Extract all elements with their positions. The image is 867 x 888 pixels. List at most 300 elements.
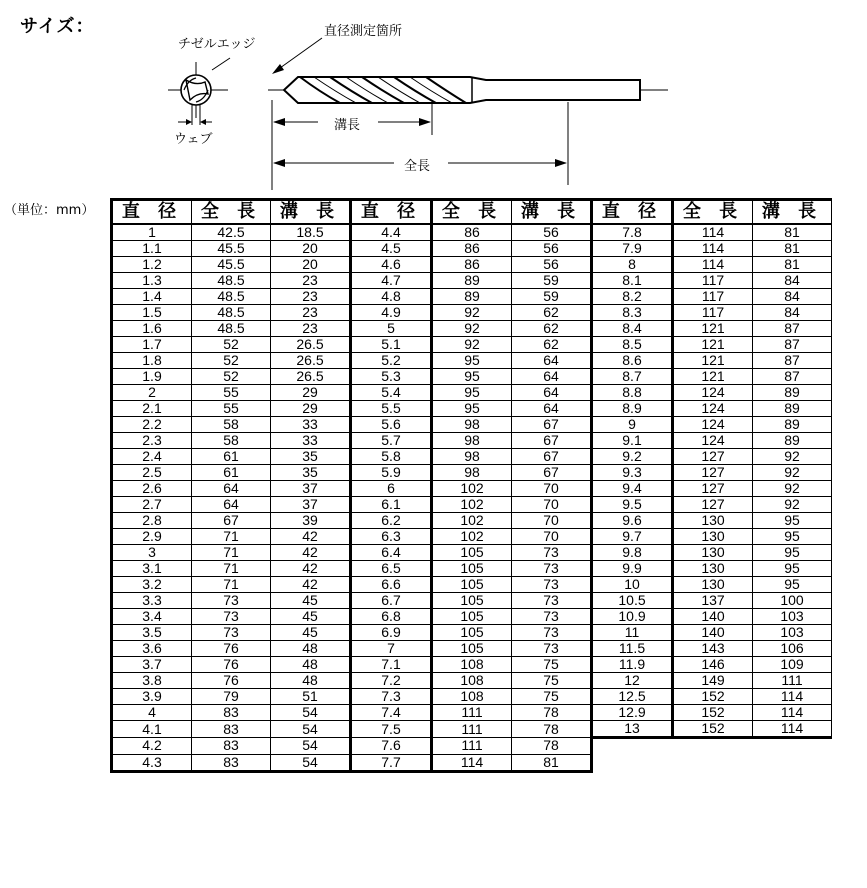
overall-length-cell: 71 <box>192 561 271 577</box>
overall-length-cell: 83 <box>192 721 271 738</box>
overall-length-cell: 105 <box>432 545 512 561</box>
diameter-cell: 3.6 <box>112 641 192 657</box>
overall-length-cell: 130 <box>673 529 753 545</box>
empty-cell <box>673 738 753 755</box>
diameter-cell: 4 <box>112 705 192 721</box>
empty-cell <box>592 754 673 771</box>
flute-length-cell: 78 <box>512 738 592 755</box>
diameter-cell: 4.9 <box>351 305 432 321</box>
table-row <box>112 689 832 705</box>
diameter-cell: 3.7 <box>112 657 192 673</box>
overall-length-cell: 92 <box>432 337 512 353</box>
flute-length-cell: 75 <box>512 657 592 673</box>
diameter-cell: 9.9 <box>592 561 673 577</box>
diameter-cell: 1.2 <box>112 257 192 273</box>
diameter-cell: 10.5 <box>592 593 673 609</box>
overall-length-cell: 105 <box>432 641 512 657</box>
flute-length-cell: 92 <box>753 465 832 481</box>
overall-length-cell: 124 <box>673 385 753 401</box>
table-row <box>112 289 832 305</box>
flute-length-cell: 23 <box>271 273 351 289</box>
table-row <box>112 353 832 369</box>
flute-length-cell: 73 <box>512 593 592 609</box>
overall-length-cell: 127 <box>673 481 753 497</box>
diameter-cell: 8.7 <box>592 369 673 385</box>
diameter-cell: 5.9 <box>351 465 432 481</box>
diameter-cell: 3.3 <box>112 593 192 609</box>
flute-length-cell: 81 <box>753 224 832 241</box>
overall-length-cell: 146 <box>673 657 753 673</box>
table-row <box>112 641 832 657</box>
diameter-cell: 1.9 <box>112 369 192 385</box>
table-row <box>112 385 832 401</box>
overall-length-cell: 89 <box>432 289 512 305</box>
web-label: ウェブ <box>174 132 213 147</box>
flute-length-cell: 45 <box>271 609 351 625</box>
table-row <box>112 754 832 771</box>
diameter-cell: 1.1 <box>112 241 192 257</box>
diameter-cell: 2.6 <box>112 481 192 497</box>
diameter-cell: 8.1 <box>592 273 673 289</box>
flute-length-cell: 54 <box>271 754 351 771</box>
overall-length-cell: 79 <box>192 689 271 705</box>
diameter-cell: 5.6 <box>351 417 432 433</box>
flute-length-cell: 33 <box>271 433 351 449</box>
flute-length-cell: 92 <box>753 481 832 497</box>
flute-length-cell: 42 <box>271 561 351 577</box>
flute-length-cell: 70 <box>512 481 592 497</box>
chisel-edge-label: チゼルエッジ <box>178 37 256 52</box>
overall-length-label: 全長 <box>404 159 431 174</box>
overall-length-cell: 55 <box>192 385 271 401</box>
flute-length-cell: 87 <box>753 353 832 369</box>
flute-length-cell: 29 <box>271 401 351 417</box>
diameter-cell: 4.4 <box>351 224 432 241</box>
flute-length-cell: 26.5 <box>271 337 351 353</box>
diameter-cell: 4.2 <box>112 738 192 755</box>
overall-length-cell: 98 <box>432 417 512 433</box>
overall-length-cell: 105 <box>432 577 512 593</box>
flute-length-cell: 78 <box>512 721 592 738</box>
overall-length-cell: 73 <box>192 609 271 625</box>
flute-length-cell: 64 <box>512 353 592 369</box>
diameter-cell: 9.4 <box>592 481 673 497</box>
overall-length-cell: 45.5 <box>192 257 271 273</box>
flute-length-cell: 56 <box>512 257 592 273</box>
flute-length-cell: 64 <box>512 385 592 401</box>
flute-length-cell: 95 <box>753 513 832 529</box>
size-table <box>110 198 832 773</box>
overall-length-cell: 83 <box>192 705 271 721</box>
diameter-cell: 4.5 <box>351 241 432 257</box>
overall-length-cell: 102 <box>432 481 512 497</box>
empty-cell <box>753 754 832 771</box>
overall-length-cell: 102 <box>432 513 512 529</box>
flute-length-cell: 62 <box>512 337 592 353</box>
diameter-cell: 6.5 <box>351 561 432 577</box>
overall-length-cell: 95 <box>432 353 512 369</box>
table-row <box>112 657 832 673</box>
diameter-cell: 3.1 <box>112 561 192 577</box>
flute-length-cell: 48 <box>271 673 351 689</box>
overall-length-cell: 64 <box>192 497 271 513</box>
overall-length-cell: 127 <box>673 497 753 513</box>
diameter-cell: 7.5 <box>351 721 432 738</box>
flute-length-cell: 75 <box>512 689 592 705</box>
measure-point-arrow-icon <box>272 38 322 74</box>
flute-length-cell: 26.5 <box>271 353 351 369</box>
overall-length-cell: 71 <box>192 577 271 593</box>
overall-length-cell: 114 <box>673 224 753 241</box>
diameter-cell: 11.9 <box>592 657 673 673</box>
diameter-cell: 7.2 <box>351 673 432 689</box>
column-header: 溝 長 <box>753 200 832 225</box>
flute-length-cell: 81 <box>753 241 832 257</box>
overall-length-cell: 121 <box>673 369 753 385</box>
overall-length-cell: 67 <box>192 513 271 529</box>
table-row <box>112 337 832 353</box>
diameter-cell: 3 <box>112 545 192 561</box>
diameter-cell: 9.7 <box>592 529 673 545</box>
table-row <box>112 449 832 465</box>
overall-length-cell: 102 <box>432 529 512 545</box>
overall-length-cell: 92 <box>432 305 512 321</box>
empty-cell <box>753 738 832 755</box>
overall-length-cell: 73 <box>192 593 271 609</box>
flute-length-cell: 95 <box>753 545 832 561</box>
overall-length-cell: 71 <box>192 529 271 545</box>
overall-length-cell: 130 <box>673 513 753 529</box>
overall-length-cell: 124 <box>673 417 753 433</box>
empty-cell <box>592 738 673 755</box>
overall-length-cell: 73 <box>192 625 271 641</box>
column-header: 溝 長 <box>512 200 592 225</box>
diameter-cell: 1 <box>112 224 192 241</box>
flute-length-cell: 73 <box>512 641 592 657</box>
flute-length-cell: 37 <box>271 497 351 513</box>
table-row <box>112 497 832 513</box>
flute-length-cell: 106 <box>753 641 832 657</box>
overall-length-cell: 102 <box>432 497 512 513</box>
diameter-cell: 2.1 <box>112 401 192 417</box>
overall-length-cell: 140 <box>673 609 753 625</box>
flute-length-cell: 37 <box>271 481 351 497</box>
flute-length-cell: 67 <box>512 465 592 481</box>
flute-length-cell: 92 <box>753 449 832 465</box>
diameter-cell: 7.1 <box>351 657 432 673</box>
diameter-cell: 11 <box>592 625 673 641</box>
diameter-cell: 7.7 <box>351 754 432 771</box>
overall-length-cell: 130 <box>673 577 753 593</box>
flute-length-cell: 87 <box>753 369 832 385</box>
diameter-cell: 9 <box>592 417 673 433</box>
overall-length-cell: 117 <box>673 273 753 289</box>
column-header: 直 径 <box>592 200 673 225</box>
flute-length-cell: 45 <box>271 593 351 609</box>
overall-length-cell: 105 <box>432 561 512 577</box>
flute-length-cell: 18.5 <box>271 224 351 241</box>
table-row <box>112 465 832 481</box>
overall-length-cell: 58 <box>192 417 271 433</box>
flute-length-cell: 81 <box>753 257 832 273</box>
overall-length-cell: 76 <box>192 657 271 673</box>
diameter-cell: 7.8 <box>592 224 673 241</box>
flute-length-cell: 54 <box>271 738 351 755</box>
diameter-cell: 4.8 <box>351 289 432 305</box>
diameter-cell: 5 <box>351 321 432 337</box>
flute-length-cell: 73 <box>512 545 592 561</box>
overall-length-cell: 48.5 <box>192 305 271 321</box>
diameter-cell: 2.2 <box>112 417 192 433</box>
flute-length-cell: 48 <box>271 657 351 673</box>
table-row <box>112 401 832 417</box>
flute-length-cell: 56 <box>512 241 592 257</box>
diameter-cell: 7.4 <box>351 705 432 721</box>
flute-length-cell: 54 <box>271 721 351 738</box>
overall-length-cell: 121 <box>673 337 753 353</box>
overall-length-cell: 130 <box>673 545 753 561</box>
table-row <box>112 577 832 593</box>
table-row <box>112 593 832 609</box>
drill-end-view-icon <box>168 58 230 125</box>
flute-length-cell: 48 <box>271 641 351 657</box>
overall-length-cell: 48.5 <box>192 321 271 337</box>
flute-length-cell: 70 <box>512 497 592 513</box>
overall-length-cell: 111 <box>432 705 512 721</box>
overall-length-cell: 127 <box>673 449 753 465</box>
diameter-cell: 8.8 <box>592 385 673 401</box>
flute-length-cell: 89 <box>753 401 832 417</box>
flute-length-cell: 95 <box>753 561 832 577</box>
column-header: 全 長 <box>432 200 512 225</box>
overall-length-cell: 114 <box>673 241 753 257</box>
overall-length-cell: 117 <box>673 305 753 321</box>
diameter-cell: 12 <box>592 673 673 689</box>
diameter-cell: 13 <box>592 721 673 738</box>
diameter-cell: 6.8 <box>351 609 432 625</box>
flute-length-cell: 84 <box>753 273 832 289</box>
measure-point-label: 直径測定箇所 <box>324 24 403 39</box>
flute-length-cell: 114 <box>753 689 832 705</box>
diameter-cell: 9.1 <box>592 433 673 449</box>
flute-length-cell: 23 <box>271 321 351 337</box>
overall-length-cell: 114 <box>673 257 753 273</box>
unit-label: （単位：mm） <box>4 203 95 218</box>
overall-length-cell: 92 <box>432 321 512 337</box>
overall-length-cell: 98 <box>432 465 512 481</box>
overall-length-cell: 71 <box>192 545 271 561</box>
dimension-lines <box>272 100 568 190</box>
diameter-cell: 2.4 <box>112 449 192 465</box>
overall-length-cell: 121 <box>673 321 753 337</box>
overall-length-cell: 61 <box>192 449 271 465</box>
flute-length-cell: 92 <box>753 497 832 513</box>
overall-length-cell: 83 <box>192 738 271 755</box>
flute-length-cell: 54 <box>271 705 351 721</box>
flute-length-cell: 114 <box>753 705 832 721</box>
diameter-cell: 7.3 <box>351 689 432 705</box>
overall-length-cell: 61 <box>192 465 271 481</box>
diameter-cell: 3.9 <box>112 689 192 705</box>
table-row <box>112 305 832 321</box>
overall-length-cell: 108 <box>432 657 512 673</box>
flute-length-cell: 64 <box>512 401 592 417</box>
flute-length-cell: 114 <box>753 721 832 738</box>
diameter-cell: 1.8 <box>112 353 192 369</box>
diameter-cell: 3.8 <box>112 673 192 689</box>
flute-length-cell: 73 <box>512 577 592 593</box>
overall-length-cell: 149 <box>673 673 753 689</box>
table-row <box>112 738 832 755</box>
diameter-cell: 5.3 <box>351 369 432 385</box>
diameter-cell: 12.9 <box>592 705 673 721</box>
diameter-cell: 6.3 <box>351 529 432 545</box>
overall-length-cell: 86 <box>432 224 512 241</box>
table-row <box>112 321 832 337</box>
flute-length-cell: 59 <box>512 289 592 305</box>
flute-length-cell: 103 <box>753 609 832 625</box>
overall-length-cell: 108 <box>432 689 512 705</box>
column-header: 全 長 <box>192 200 271 225</box>
diameter-cell: 7 <box>351 641 432 657</box>
diameter-cell: 9.6 <box>592 513 673 529</box>
overall-length-cell: 140 <box>673 625 753 641</box>
diameter-cell: 5.4 <box>351 385 432 401</box>
flute-length-cell: 109 <box>753 657 832 673</box>
table-row <box>112 705 832 721</box>
flute-length-cell: 78 <box>512 705 592 721</box>
overall-length-cell: 48.5 <box>192 289 271 305</box>
diameter-cell: 6.6 <box>351 577 432 593</box>
table-row <box>112 417 832 433</box>
flute-length-cell: 73 <box>512 625 592 641</box>
overall-length-cell: 58 <box>192 433 271 449</box>
overall-length-cell: 64 <box>192 481 271 497</box>
flute-length-cell: 73 <box>512 609 592 625</box>
flute-length-cell: 89 <box>753 433 832 449</box>
diameter-cell: 3.4 <box>112 609 192 625</box>
diameter-cell: 1.4 <box>112 289 192 305</box>
diameter-cell: 1.7 <box>112 337 192 353</box>
diameter-cell: 3.2 <box>112 577 192 593</box>
flute-length-cell: 42 <box>271 577 351 593</box>
table-row <box>112 369 832 385</box>
diameter-cell: 9.3 <box>592 465 673 481</box>
drill-diagram <box>0 0 867 195</box>
diameter-cell: 8.9 <box>592 401 673 417</box>
overall-length-cell: 83 <box>192 754 271 771</box>
table-row <box>112 273 832 289</box>
flute-length-cell: 45 <box>271 625 351 641</box>
overall-length-cell: 89 <box>432 273 512 289</box>
flute-length-cell: 33 <box>271 417 351 433</box>
flute-length-cell: 35 <box>271 449 351 465</box>
overall-length-cell: 86 <box>432 241 512 257</box>
diameter-cell: 2 <box>112 385 192 401</box>
flute-length-cell: 70 <box>512 529 592 545</box>
flute-length-cell: 26.5 <box>271 369 351 385</box>
diameter-cell: 8.5 <box>592 337 673 353</box>
diameter-cell: 8.3 <box>592 305 673 321</box>
diameter-cell: 3.5 <box>112 625 192 641</box>
diameter-cell: 4.7 <box>351 273 432 289</box>
flute-length-cell: 39 <box>271 513 351 529</box>
empty-cell <box>673 754 753 771</box>
diameter-cell: 4.3 <box>112 754 192 771</box>
overall-length-cell: 152 <box>673 705 753 721</box>
flute-length-cell: 29 <box>271 385 351 401</box>
overall-length-cell: 105 <box>432 609 512 625</box>
flute-length-cell: 62 <box>512 321 592 337</box>
overall-length-cell: 45.5 <box>192 241 271 257</box>
diameter-cell: 2.5 <box>112 465 192 481</box>
overall-length-cell: 86 <box>432 257 512 273</box>
overall-length-cell: 98 <box>432 433 512 449</box>
flute-length-cell: 87 <box>753 321 832 337</box>
diameter-cell: 12.5 <box>592 689 673 705</box>
overall-length-cell: 124 <box>673 433 753 449</box>
flute-length-cell: 59 <box>512 273 592 289</box>
overall-length-cell: 52 <box>192 353 271 369</box>
overall-length-cell: 152 <box>673 689 753 705</box>
flute-length-cell: 70 <box>512 513 592 529</box>
diameter-cell: 10 <box>592 577 673 593</box>
diameter-cell: 7.9 <box>592 241 673 257</box>
table-row <box>112 433 832 449</box>
overall-length-cell: 95 <box>432 385 512 401</box>
flute-length-cell: 87 <box>753 337 832 353</box>
table-header-row <box>112 200 832 225</box>
diameter-cell: 6.1 <box>351 497 432 513</box>
flute-length-cell: 100 <box>753 593 832 609</box>
overall-length-cell: 152 <box>673 721 753 738</box>
flute-length-cell: 51 <box>271 689 351 705</box>
diameter-cell: 9.2 <box>592 449 673 465</box>
flute-length-cell: 103 <box>753 625 832 641</box>
flute-length-cell: 95 <box>753 577 832 593</box>
diameter-cell: 8 <box>592 257 673 273</box>
diameter-cell: 2.3 <box>112 433 192 449</box>
diameter-cell: 2.9 <box>112 529 192 545</box>
diameter-cell: 4.6 <box>351 257 432 273</box>
diameter-cell: 5.5 <box>351 401 432 417</box>
table-row <box>112 529 832 545</box>
overall-length-cell: 98 <box>432 449 512 465</box>
flute-length-cell: 84 <box>753 289 832 305</box>
diameter-cell: 8.4 <box>592 321 673 337</box>
flute-length-cell: 95 <box>753 529 832 545</box>
diameter-cell: 8.2 <box>592 289 673 305</box>
overall-length-cell: 52 <box>192 369 271 385</box>
overall-length-cell: 52 <box>192 337 271 353</box>
overall-length-cell: 55 <box>192 401 271 417</box>
diameter-cell: 5.2 <box>351 353 432 369</box>
overall-length-cell: 111 <box>432 721 512 738</box>
table-row <box>112 721 832 738</box>
overall-length-cell: 130 <box>673 561 753 577</box>
flute-length-cell: 35 <box>271 465 351 481</box>
diameter-cell: 6.7 <box>351 593 432 609</box>
diameter-cell: 6.4 <box>351 545 432 561</box>
diameter-cell: 5.7 <box>351 433 432 449</box>
page-title: サイズ： <box>20 16 95 37</box>
flute-length-label: 溝長 <box>334 118 361 133</box>
diameter-cell: 11.5 <box>592 641 673 657</box>
diameter-cell: 1.3 <box>112 273 192 289</box>
column-header: 全 長 <box>673 200 753 225</box>
diameter-cell: 6.9 <box>351 625 432 641</box>
flute-length-cell: 67 <box>512 417 592 433</box>
